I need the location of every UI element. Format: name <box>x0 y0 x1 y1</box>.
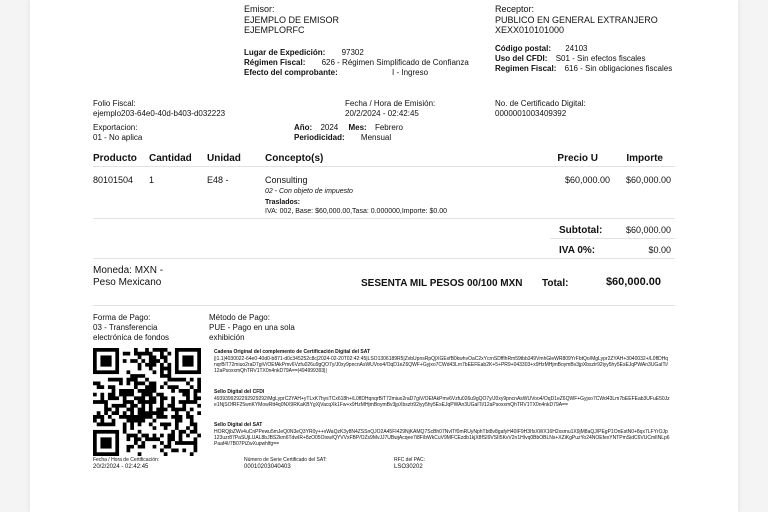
regimen-receptor-value: 616 - Sin obligaciones fiscales <box>564 64 673 73</box>
receptor-name: PUBLICO EN GENERAL EXTRANJERO <box>495 15 658 25</box>
th-cantidad: Cantidad <box>149 153 192 164</box>
regimen-receptor <box>495 64 675 74</box>
emisor-rfc: EJEMPLORFC <box>244 25 305 35</box>
moneda: Moneda: MXN - Peso Mexicano <box>93 265 164 288</box>
cp-value: 24103 <box>565 44 588 53</box>
codigo-postal <box>495 44 587 54</box>
cp-label: Código postal: <box>495 44 551 53</box>
cell-producto: 80101504 <box>93 175 134 185</box>
folio-label: Folio Fiscal: <box>93 99 136 108</box>
qr-finder-center <box>100 437 111 448</box>
fecha-value: 20/2/2024 - 02:42:45 <box>345 109 419 118</box>
importe-letra: SESENTA MIL PESOS 00/100 MXN <box>361 278 523 289</box>
regimen-receptor-label: Regimen Fiscal: <box>495 64 557 73</box>
invoice-page <box>30 0 738 512</box>
th-unidad: Unidad <box>207 153 241 164</box>
cadena-label: Cadena Original del complemento de Certificación Digital del SAT <box>214 349 371 355</box>
total-value: $60,000.00 <box>605 276 661 288</box>
sello-sat-value: HORQjbZWv4uCnPPewu5mJeQ0N3eQ3YR0y++vWaQzK3y8N4ZSSnQJO2A45FI429NjKAMQ7ScBh07NvITf0mRUyNphTbt8v8gafyH40IF9H3IfsXWX16H2xsmu1X9jM8aQJ/PEgP1OnEstN0+8qx7LFYrOJp123uzr87PaSUjLUAL8bJBS2km6TdwIR+8zO05Oixw/QYVVxFBP/OZs9MvJJ7UBwjAcqee7i8F/bWkCuV9MFCEzdb1kjX8fSI9VSII5KvV2n1HIvq0BbOBLNs+XZiKgPuzYo24NOEfexYNTPmSidC6VUCmlINLp6Paaf4I/7B07PiZwXupwhlfg== <box>214 429 670 447</box>
metodo-pago-value: PUE - Pago en una sola exhibición <box>209 323 295 342</box>
periodicidad-value: Mensual <box>360 133 392 142</box>
periodicidad <box>294 133 391 143</box>
rfc-pac-value: LSO30202 <box>394 464 423 470</box>
rfc-pac-label: RFC del PAC: <box>394 457 426 463</box>
qr-finder-center <box>182 355 193 366</box>
iva-value: $0.00 <box>648 245 671 255</box>
subtotal-divider <box>550 238 675 239</box>
forma-pago-value: 03 - Transferencia electrónica de fondos <box>93 323 170 342</box>
exportacion-value: 01 - No aplica <box>93 133 143 142</box>
table-row-divider <box>93 218 675 219</box>
efecto-label: Efecto del comprobante: <box>244 68 338 77</box>
sello-sat-label: Sello Digital del SAT <box>214 422 263 428</box>
periodo-anio <box>294 123 403 133</box>
iva-label: IVA 0%: <box>559 245 596 256</box>
receptor-rfc: XEXX010101000 <box>495 25 565 35</box>
th-precio: Precio U <box>557 153 598 164</box>
exportacion-label: Exportacion: <box>93 123 138 132</box>
traslados-label: Traslados: <box>265 199 301 206</box>
cell-objeto-impuesto: 02 - Con objeto de impuesto <box>265 188 353 195</box>
traslados-value: IVA: 002, Base: $60,000.00,Tasa: 0.000000,Importe: $0.00 <box>265 208 447 215</box>
regimen-value: 626 - Régimen Simplificado de Confianza <box>321 58 469 67</box>
table-header-divider <box>93 166 675 167</box>
serie-value: 00010203040403 <box>244 464 291 470</box>
total-label: Total: <box>542 278 569 289</box>
cell-concepto: Consulting <box>265 175 308 185</box>
totals-divider <box>93 258 675 259</box>
mes-label: Mes: <box>348 123 367 132</box>
th-concepto: Concepto(s) <box>265 153 324 164</box>
total-divider <box>93 305 675 306</box>
fecha-label: Fecha / Hora de Emisión: <box>345 99 436 108</box>
qr-code <box>93 348 201 456</box>
anio-label: Año: <box>294 123 313 132</box>
qr-finder-center <box>100 355 111 366</box>
th-producto: Producto <box>93 153 137 164</box>
subtotal-label: Subtotal: <box>559 225 603 236</box>
efecto-comprobante <box>244 68 428 78</box>
cell-precio: $60,000.00 <box>564 175 610 185</box>
uso-label: Uso del CFDI: <box>495 54 548 63</box>
lugar-value: 97302 <box>341 48 364 57</box>
cell-unidad: E48 - <box>207 175 229 185</box>
subtotal-value: $60,000.00 <box>625 225 671 235</box>
periodicidad-label: Periodicidad: <box>294 133 345 142</box>
sello-cfdi-value: 4939399292292929292/MgLyprC2YAH+yTLxK7hysTCx618h+/L0flDHqnqrBiT72miuo2raD7giV/OEfAkPmv6Vzfu026u9gQO7y/J0xy9pncnAsWUVoo4/OqD1eZ6QWF+Gyjxo7CWd43Lm7bEEFEab3UFuE50Jze1NjSOfRF25wnKYMowRtt4q0NX9RKaKBYgXjVacqXk1Fw+x9HzMHjmBoymBv3jpXbsztr92iyy5hy5EsEJqPWAn3UGaITi/12aPsoxxmQhTRV1TX0n4nkD79A== <box>214 396 670 408</box>
metodo-pago-label: Método de Pago: <box>209 313 270 322</box>
cadena-value: ||1.1|4030022-64e0-40d0-b871-d0c345252c8c|2024-02-20T02:42:45|LSO1306189R5|ZvbUpnsRpQjXGExfB0kwhvOaC2xYcrnSDfflhRm59tbb349VmhGleWR809YrFbtQo/MgLypr2ZYAH+3040032+/L0flDHqnqrBiT72miuo2raD7giV/OEfAkPmv6Vzfu026u9gQO7y/J0xy9pncnAsWUVoo4/OqD1eZ6QWF+Gyjxo7CWd43Lm7bEEFEab2K+5+PR9+043303+x9HzMHjmBoymBv3jpXbsztr92iyy5hy5EsEJqPWAn3UGaITi/12aPsoxxmQhTRV1TX0n4nkD79A==|494999393|| <box>214 356 669 374</box>
sello-cfdi-label: Sello Digital del CFDI <box>214 389 265 395</box>
certificado-value: 0000001003409392 <box>495 109 567 118</box>
cell-cantidad: 1 <box>149 175 155 185</box>
receptor-label: Receptor: <box>495 4 535 14</box>
folio-value: ejemplo203-64e0-40d-b403-d032223 <box>93 109 226 118</box>
anio-value: 2024 <box>320 123 339 132</box>
lugar-expedicion <box>244 48 364 58</box>
forma-pago-label: Forma de Pago: <box>93 313 151 322</box>
serie-label: Número de Serie Certificado del SAT: <box>244 457 327 463</box>
uso-value: S01 - Sin efectos fiscales <box>555 54 646 63</box>
th-importe: Importe <box>626 153 663 164</box>
regimen-label: Régimen Fiscal: <box>244 58 306 67</box>
cell-importe: $60,000.00 <box>625 175 671 185</box>
emisor-label: Emisor: <box>244 4 275 14</box>
uso-cfdi <box>495 54 646 64</box>
fecha-cert-label: Fecha / Hora de Certificación: <box>93 457 160 463</box>
regimen-emisor <box>244 58 469 68</box>
certificado-label: No. de Certificado Digital: <box>495 99 586 108</box>
emisor-name: EJEMPLO DE EMISOR <box>244 15 340 25</box>
fecha-cert-value: 20/2/2024 - 02:42:45 <box>93 464 149 470</box>
mes-value: Febrero <box>374 123 403 132</box>
lugar-label: Lugar de Expedición: <box>244 48 326 57</box>
efecto-value: I - Ingreso <box>392 68 429 77</box>
